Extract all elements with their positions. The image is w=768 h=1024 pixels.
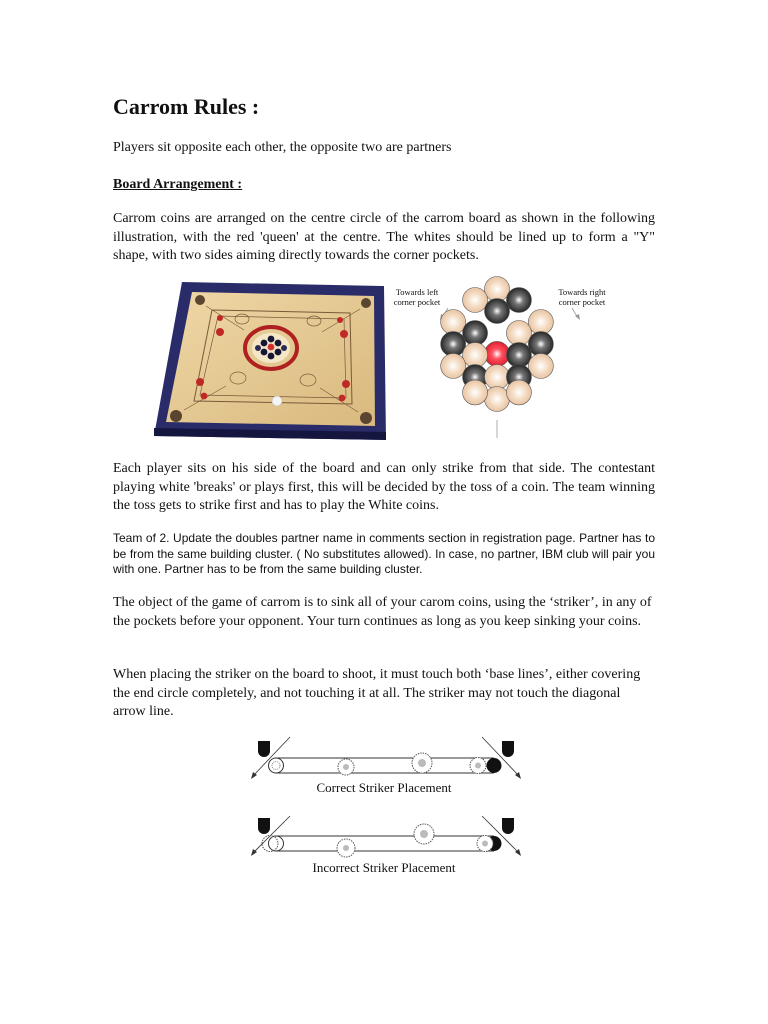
side-paragraph: Each player sits on his side of the board and can only strike from that side. The contestant playing white 'breaks' or plays first, this will be decided by the toss of a coin. The team winning the toss gets to strike first and has to play the White coins. — [113, 461, 655, 513]
label-right-corner: Towards right corner pocket — [558, 287, 606, 307]
pocket-top-left — [195, 295, 205, 305]
white-coin — [485, 387, 510, 412]
carrom-board-image — [154, 280, 386, 440]
white-coin — [528, 354, 553, 379]
black-coin — [506, 288, 531, 313]
caption-correct-placement: Correct Striker Placement — [316, 780, 452, 795]
black-coin — [528, 332, 553, 357]
black-coin — [485, 299, 510, 324]
correct-striker-diagram — [250, 733, 522, 781]
queen-coin — [485, 341, 510, 366]
incorrect-striker-diagram — [250, 812, 522, 858]
striker-paragraph: When placing the striker on the board to shoot, it must touch both ‘base lines’, either covering the end circle completely, and not touching it at all. The striker may not touch the diagonal arrow line. — [113, 667, 641, 719]
pocket-top-right — [361, 298, 371, 308]
arrangement-paragraph: Carrom coins are arranged on the centre circle of the carrom board as shown in the following illustration, with the red 'queen' at the centre. The whites should be lined up to form a "Y" shape, with two sides aiming directly towards the corner pockets. — [113, 211, 655, 263]
page-title: Carrom Rules : — [113, 94, 260, 119]
pocket-bottom-right — [360, 412, 372, 424]
white-coin — [506, 321, 531, 346]
white-coin — [485, 277, 510, 302]
white-coin — [463, 288, 488, 313]
object-paragraph: The object of the game of carrom is to sink all of your carom coins, using the ‘striker’, in any of the pockets before your opponent. Your turn continues as long as you keep sinking your coins. — [113, 595, 652, 629]
team-paragraph: Team of 2. Update the doubles partner name in comments section in registration page. Partner has to be from the same building cluster. ( No substitutes allowed). In case, no partner, IBM club will pair you with one. Partner has to be from the same building cluster. — [113, 531, 655, 576]
board-arrangement-heading: Board Arrangement : — [113, 177, 243, 192]
white-coin — [528, 310, 553, 335]
label-left-corner: Towards left corner pocket — [393, 287, 441, 307]
white-coin — [463, 343, 488, 368]
white-coin — [441, 310, 466, 335]
white-coin — [506, 380, 531, 405]
black-coin — [441, 332, 466, 357]
white-coin — [485, 365, 510, 390]
caption-incorrect-placement: Incorrect Striker Placement — [312, 860, 456, 875]
white-coin — [441, 354, 466, 379]
black-coin — [506, 343, 531, 368]
intro-paragraph: Players sit opposite each other, the opposite two are partners — [113, 140, 452, 155]
white-coin — [463, 380, 488, 405]
pocket-bottom-left — [170, 410, 182, 422]
striker — [272, 396, 282, 406]
black-coin — [463, 321, 488, 346]
